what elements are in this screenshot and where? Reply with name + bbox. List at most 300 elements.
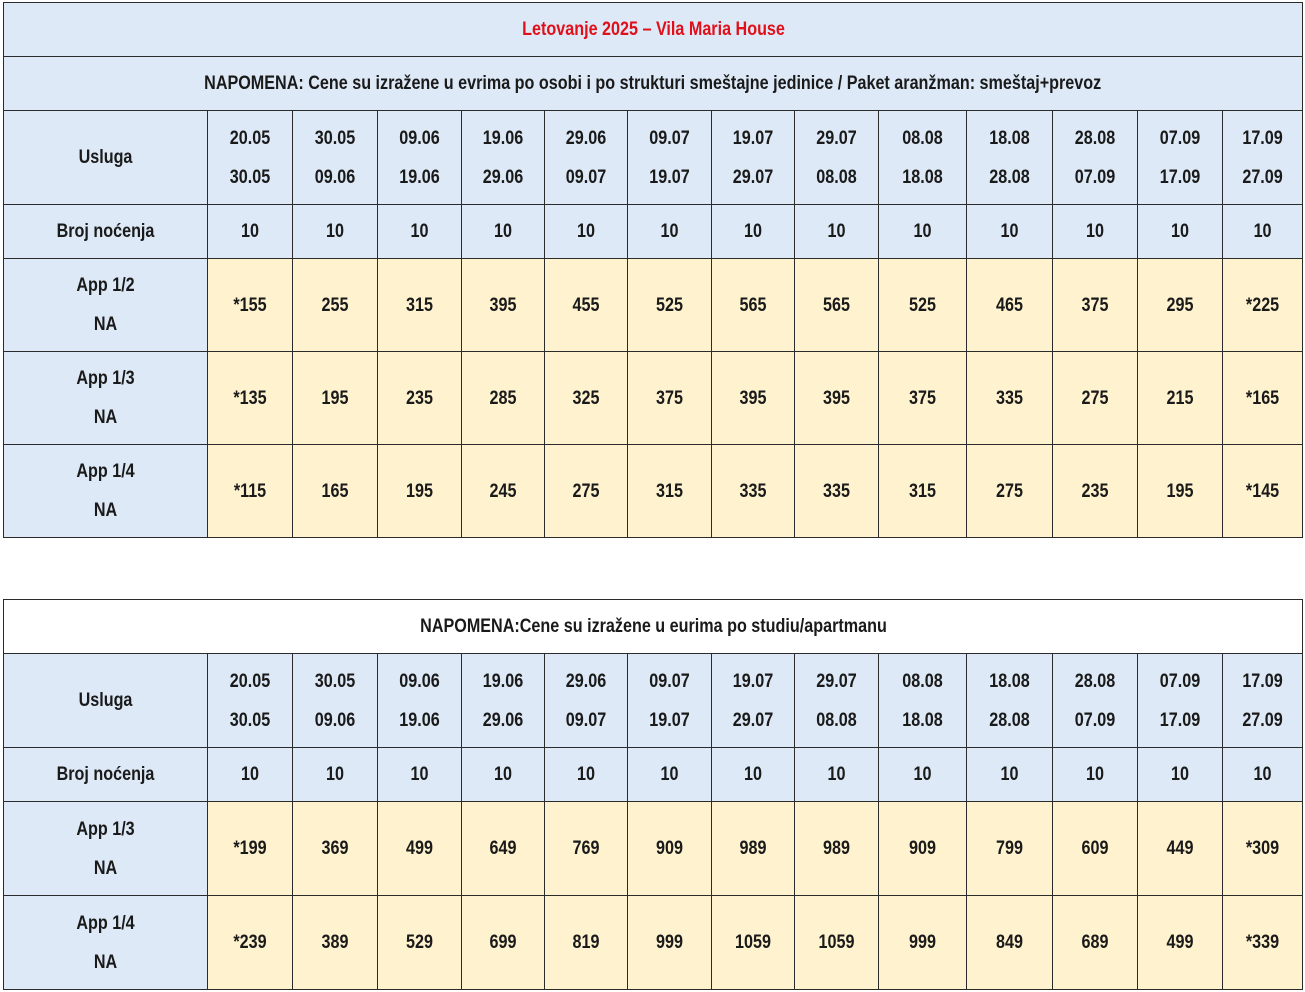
- price-value: *309: [1245, 838, 1280, 859]
- price-cell: [879, 259, 967, 352]
- period-to: 29.06: [482, 166, 524, 188]
- note-row: [4, 600, 1303, 654]
- price-value: 909: [909, 838, 936, 859]
- period-cell: [545, 654, 628, 748]
- table-row: [4, 896, 1303, 990]
- nights-cell: [1223, 748, 1303, 802]
- price-value: 315: [909, 480, 936, 502]
- price-cell: [712, 352, 795, 445]
- price-cell: [293, 352, 378, 445]
- unit-type-name: App 1/3: [76, 368, 135, 389]
- nights-label: Broj noćenja: [56, 764, 155, 785]
- unit-type-cell: [4, 445, 208, 538]
- nights-value: 10: [410, 221, 429, 242]
- price-cell: [879, 896, 967, 990]
- price-value: 395: [489, 294, 517, 316]
- nights-value: 10: [1000, 764, 1019, 785]
- period-cell: [1223, 111, 1303, 205]
- nights-cell: [208, 748, 293, 802]
- period-to: 30.05: [229, 709, 271, 731]
- price-value: 335: [996, 387, 1023, 409]
- price-value: 375: [909, 387, 936, 409]
- price-value: 215: [1166, 387, 1194, 409]
- price-value: 235: [406, 387, 433, 409]
- nights-cell: [462, 205, 545, 259]
- price-value: 989: [823, 838, 850, 859]
- service-label: Usluga: [78, 690, 133, 711]
- price-value: *145: [1245, 480, 1280, 502]
- price-value: 295: [1166, 294, 1194, 316]
- period-cell: [1053, 654, 1138, 748]
- note-cell: [4, 57, 1303, 111]
- nights-cell: [1053, 205, 1138, 259]
- price-cell: [293, 445, 378, 538]
- unit-type-name: App 1/4: [76, 461, 135, 482]
- price-cell: [462, 352, 545, 445]
- nights-value: 10: [660, 764, 679, 785]
- nights-row: [4, 748, 1303, 802]
- service-header-cell: [4, 654, 208, 748]
- price-value: *155: [233, 294, 267, 316]
- price-value: 909: [656, 838, 683, 859]
- period-from: 28.08: [1074, 670, 1116, 692]
- nights-value: 10: [326, 221, 344, 242]
- nights-value: 10: [913, 764, 932, 785]
- period-from: 28.08: [1074, 127, 1116, 149]
- period-cell: [879, 654, 967, 748]
- table-row: [4, 352, 1303, 445]
- nights-cell: [1138, 748, 1223, 802]
- price-cell: [628, 802, 712, 896]
- price-cell: [545, 445, 628, 538]
- price-cell: [1053, 352, 1138, 445]
- nights-cell: [628, 748, 712, 802]
- price-cell: [462, 802, 545, 896]
- period-cell: [462, 111, 545, 205]
- period-cell: [967, 654, 1053, 748]
- price-cell: [628, 352, 712, 445]
- price-table-per-person: [3, 2, 1303, 538]
- price-cell: [1138, 802, 1223, 896]
- price-cell: [795, 445, 879, 538]
- period-from: 09.06: [399, 127, 440, 149]
- nights-cell: [545, 748, 628, 802]
- price-value: 999: [656, 932, 683, 953]
- price-cell: [1053, 896, 1138, 990]
- period-to: 18.08: [902, 166, 943, 188]
- price-value: 849: [996, 932, 1023, 953]
- nights-value: 10: [1253, 221, 1272, 242]
- nights-value: 10: [1171, 764, 1189, 785]
- nights-cell: [293, 748, 378, 802]
- price-cell: [967, 896, 1053, 990]
- period-to: 29.06: [482, 709, 524, 731]
- period-from: 09.07: [649, 127, 690, 149]
- price-cell: [712, 445, 795, 538]
- price-cell: [628, 259, 712, 352]
- nights-value: 10: [1000, 221, 1019, 242]
- table-row: [4, 259, 1303, 352]
- price-cell: [208, 802, 293, 896]
- nights-cell: [967, 205, 1053, 259]
- price-value: 195: [406, 480, 433, 502]
- period-from: 08.08: [902, 127, 943, 149]
- price-cell: [795, 352, 879, 445]
- price-value: 1059: [818, 932, 855, 953]
- price-value: 529: [406, 932, 433, 953]
- price-cell: [1138, 896, 1223, 990]
- period-cell: [462, 654, 545, 748]
- price-cell: [967, 352, 1053, 445]
- period-to: 30.05: [229, 166, 271, 188]
- unit-type-cell: [4, 259, 208, 352]
- price-value: *115: [233, 480, 267, 502]
- nights-row: [4, 205, 1303, 259]
- price-value: *135: [233, 387, 267, 409]
- price-value: 465: [996, 294, 1023, 316]
- price-cell: [378, 259, 462, 352]
- price-cell: [1053, 445, 1138, 538]
- nights-value: 10: [744, 221, 762, 242]
- price-value: *339: [1245, 932, 1280, 953]
- price-value: 455: [572, 294, 600, 316]
- price-table-per-apartment: [3, 599, 1303, 990]
- period-from: 30.05: [314, 127, 356, 149]
- table-row: [4, 802, 1303, 896]
- price-value: 325: [572, 387, 600, 409]
- period-cell: [1138, 654, 1223, 748]
- nights-label-cell: [4, 205, 208, 259]
- price-value: 275: [1081, 387, 1109, 409]
- price-value: 449: [1166, 838, 1194, 859]
- period-cell: [795, 654, 879, 748]
- price-cell: [712, 802, 795, 896]
- price-cell: [879, 352, 967, 445]
- period-from: 07.09: [1159, 670, 1201, 692]
- price-note: NAPOMENA: Cene su izražene u evrima po osobi i po strukturi smeštajne jedinice / Paket aranžman: smeštaj+prevoz: [204, 72, 1102, 94]
- note-cell: [4, 600, 1303, 654]
- price-cell: [293, 896, 378, 990]
- period-cell: [208, 111, 293, 205]
- period-cell: [378, 654, 462, 748]
- period-to: 09.07: [565, 166, 607, 188]
- price-cell: [545, 352, 628, 445]
- price-value: 525: [909, 294, 936, 316]
- price-value: *199: [233, 838, 267, 859]
- price-cell: [1223, 445, 1303, 538]
- period-to: 29.07: [732, 166, 774, 188]
- period-to: 07.09: [1074, 166, 1116, 188]
- period-from: 19.07: [732, 127, 774, 149]
- nights-cell: [545, 205, 628, 259]
- price-value: 799: [996, 838, 1023, 859]
- price-value: 315: [406, 294, 433, 316]
- nights-value: 10: [326, 764, 344, 785]
- nights-value: 10: [241, 221, 259, 242]
- nights-cell: [208, 205, 293, 259]
- price-cell: [293, 802, 378, 896]
- price-cell: [1138, 445, 1223, 538]
- unit-type-name: App 1/3: [76, 818, 135, 840]
- price-cell: [879, 802, 967, 896]
- nights-value: 10: [494, 764, 512, 785]
- period-header-row: [4, 111, 1303, 205]
- price-cell: [378, 352, 462, 445]
- price-value: 609: [1081, 838, 1109, 859]
- period-cell: [879, 111, 967, 205]
- period-to: 19.06: [399, 166, 440, 188]
- unit-type-cell: [4, 352, 208, 445]
- period-from: 08.08: [902, 670, 943, 692]
- price-cell: [462, 259, 545, 352]
- period-cell: [712, 654, 795, 748]
- period-to: 17.09: [1159, 709, 1201, 731]
- price-cell: [293, 259, 378, 352]
- nights-label: Broj noćenja: [56, 221, 155, 242]
- price-cell: [378, 802, 462, 896]
- period-from: 29.07: [816, 670, 857, 692]
- period-to: 17.09: [1159, 166, 1201, 188]
- price-cell: [208, 445, 293, 538]
- price-value: 525: [656, 294, 683, 316]
- nights-cell: [628, 205, 712, 259]
- nights-cell: [378, 748, 462, 802]
- nights-value: 10: [913, 221, 932, 242]
- unit-type-board: NA: [93, 951, 118, 973]
- nights-cell: [879, 205, 967, 259]
- period-to: 08.08: [816, 709, 857, 731]
- price-value: 255: [321, 294, 349, 316]
- price-value: 195: [321, 387, 349, 409]
- period-from: 30.05: [314, 670, 356, 692]
- nights-value: 10: [1086, 764, 1104, 785]
- period-cell: [628, 654, 712, 748]
- period-to: 27.09: [1242, 709, 1283, 731]
- price-cell: [462, 896, 545, 990]
- price-value: 195: [1166, 480, 1194, 502]
- price-value: 335: [739, 480, 767, 502]
- period-to: 09.07: [565, 709, 607, 731]
- price-cell: [795, 259, 879, 352]
- price-cell: [208, 896, 293, 990]
- unit-type-board: NA: [93, 500, 118, 521]
- price-value: 499: [406, 838, 433, 859]
- price-value: 499: [1166, 932, 1194, 953]
- period-header-row: [4, 654, 1303, 748]
- price-value: 395: [739, 387, 767, 409]
- period-from: 07.09: [1159, 127, 1201, 149]
- period-to: 27.09: [1242, 166, 1283, 188]
- price-value: 375: [656, 387, 683, 409]
- period-to: 28.08: [989, 166, 1030, 188]
- price-value: *225: [1245, 294, 1280, 316]
- period-cell: [545, 111, 628, 205]
- price-cell: [967, 445, 1053, 538]
- nights-cell: [462, 748, 545, 802]
- nights-value: 10: [827, 764, 846, 785]
- price-cell: [795, 802, 879, 896]
- period-from: 20.05: [229, 670, 271, 692]
- price-value: 769: [572, 838, 600, 859]
- price-value: 689: [1081, 932, 1109, 953]
- nights-cell: [293, 205, 378, 259]
- period-from: 29.07: [816, 127, 857, 149]
- period-from: 20.05: [229, 127, 271, 149]
- price-value: 165: [321, 480, 349, 502]
- price-value: 235: [1081, 480, 1109, 502]
- price-cell: [795, 896, 879, 990]
- price-cell: [712, 259, 795, 352]
- price-value: 285: [489, 387, 517, 409]
- title-row: [4, 3, 1303, 57]
- nights-value: 10: [577, 764, 595, 785]
- price-cell: [628, 896, 712, 990]
- nights-cell: [712, 748, 795, 802]
- price-cell: [378, 896, 462, 990]
- nights-value: 10: [1171, 221, 1189, 242]
- price-value: 565: [739, 294, 767, 316]
- price-cell: [1223, 352, 1303, 445]
- price-value: 369: [321, 838, 349, 859]
- price-value: 315: [656, 480, 683, 502]
- price-cell: [545, 259, 628, 352]
- unit-type-board: NA: [93, 857, 118, 879]
- price-value: *165: [1245, 387, 1280, 409]
- nights-cell: [1223, 205, 1303, 259]
- price-cell: [208, 259, 293, 352]
- period-to: 19.06: [399, 709, 440, 731]
- price-cell: [1138, 352, 1223, 445]
- period-to: 07.09: [1074, 709, 1116, 731]
- service-label: Usluga: [78, 147, 133, 168]
- price-value: 699: [489, 932, 517, 953]
- period-cell: [1138, 111, 1223, 205]
- unit-type-name: App 1/2: [76, 275, 135, 296]
- table-row: [4, 445, 1303, 538]
- period-from: 18.08: [989, 127, 1030, 149]
- period-to: 29.07: [732, 709, 774, 731]
- price-value: 275: [996, 480, 1023, 502]
- price-cell: [1223, 259, 1303, 352]
- nights-value: 10: [744, 764, 762, 785]
- price-cell: [628, 445, 712, 538]
- period-cell: [967, 111, 1053, 205]
- nights-value: 10: [1086, 221, 1104, 242]
- unit-type-cell: [4, 802, 208, 896]
- nights-value: 10: [660, 221, 679, 242]
- unit-type-cell: [4, 896, 208, 990]
- nights-value: 10: [827, 221, 846, 242]
- period-cell: [795, 111, 879, 205]
- note-row: [4, 57, 1303, 111]
- nights-cell: [795, 205, 879, 259]
- price-value: 275: [572, 480, 600, 502]
- price-value: 989: [739, 838, 767, 859]
- nights-value: 10: [577, 221, 595, 242]
- period-from: 17.09: [1242, 670, 1283, 692]
- period-from: 29.06: [565, 670, 607, 692]
- period-from: 19.07: [732, 670, 774, 692]
- price-value: 395: [823, 387, 850, 409]
- price-value: 375: [1081, 294, 1109, 316]
- period-to: 19.07: [649, 709, 690, 731]
- nights-label-cell: [4, 748, 208, 802]
- period-from: 19.06: [482, 670, 524, 692]
- period-to: 08.08: [816, 166, 857, 188]
- period-to: 19.07: [649, 166, 690, 188]
- period-cell: [293, 111, 378, 205]
- price-cell: [462, 445, 545, 538]
- price-cell: [967, 802, 1053, 896]
- nights-cell: [378, 205, 462, 259]
- service-header-cell: [4, 111, 208, 205]
- price-cell: [1053, 802, 1138, 896]
- price-value: 1059: [735, 932, 771, 953]
- price-note: NAPOMENA:Cene su izražene u eurima po studiu/apartmanu: [419, 615, 887, 637]
- period-cell: [1223, 654, 1303, 748]
- period-cell: [208, 654, 293, 748]
- period-from: 19.06: [482, 127, 524, 149]
- period-from: 29.06: [565, 127, 607, 149]
- price-value: 999: [909, 932, 936, 953]
- period-cell: [628, 111, 712, 205]
- period-cell: [1053, 111, 1138, 205]
- price-cell: [1053, 259, 1138, 352]
- price-cell: [1223, 802, 1303, 896]
- nights-cell: [1053, 748, 1138, 802]
- nights-cell: [879, 748, 967, 802]
- nights-value: 10: [1253, 764, 1272, 785]
- price-value: 389: [321, 932, 349, 953]
- period-to: 18.08: [902, 709, 943, 731]
- period-from: 17.09: [1242, 127, 1283, 149]
- period-to: 09.06: [314, 709, 356, 731]
- nights-cell: [967, 748, 1053, 802]
- price-cell: [967, 259, 1053, 352]
- nights-cell: [1138, 205, 1223, 259]
- unit-type-board: NA: [93, 314, 118, 335]
- price-value: *239: [233, 932, 267, 953]
- price-cell: [712, 896, 795, 990]
- unit-type-board: NA: [93, 407, 118, 428]
- nights-cell: [795, 748, 879, 802]
- nights-value: 10: [494, 221, 512, 242]
- period-to: 09.06: [314, 166, 356, 188]
- period-from: 09.07: [649, 670, 690, 692]
- price-value: 335: [823, 480, 850, 502]
- period-from: 18.08: [989, 670, 1030, 692]
- price-value: 245: [489, 480, 517, 502]
- period-to: 28.08: [989, 709, 1030, 731]
- table-title: Letovanje 2025 – Vila Maria House: [521, 18, 785, 40]
- price-cell: [545, 896, 628, 990]
- price-value: 819: [572, 932, 600, 953]
- price-value: 649: [489, 838, 517, 859]
- price-cell: [879, 445, 967, 538]
- period-cell: [712, 111, 795, 205]
- price-cell: [545, 802, 628, 896]
- price-cell: [1138, 259, 1223, 352]
- nights-cell: [712, 205, 795, 259]
- price-cell: [378, 445, 462, 538]
- nights-value: 10: [241, 764, 259, 785]
- period-cell: [293, 654, 378, 748]
- nights-value: 10: [410, 764, 429, 785]
- unit-type-name: App 1/4: [76, 912, 135, 934]
- price-value: 565: [823, 294, 850, 316]
- price-cell: [208, 352, 293, 445]
- period-from: 09.06: [399, 670, 440, 692]
